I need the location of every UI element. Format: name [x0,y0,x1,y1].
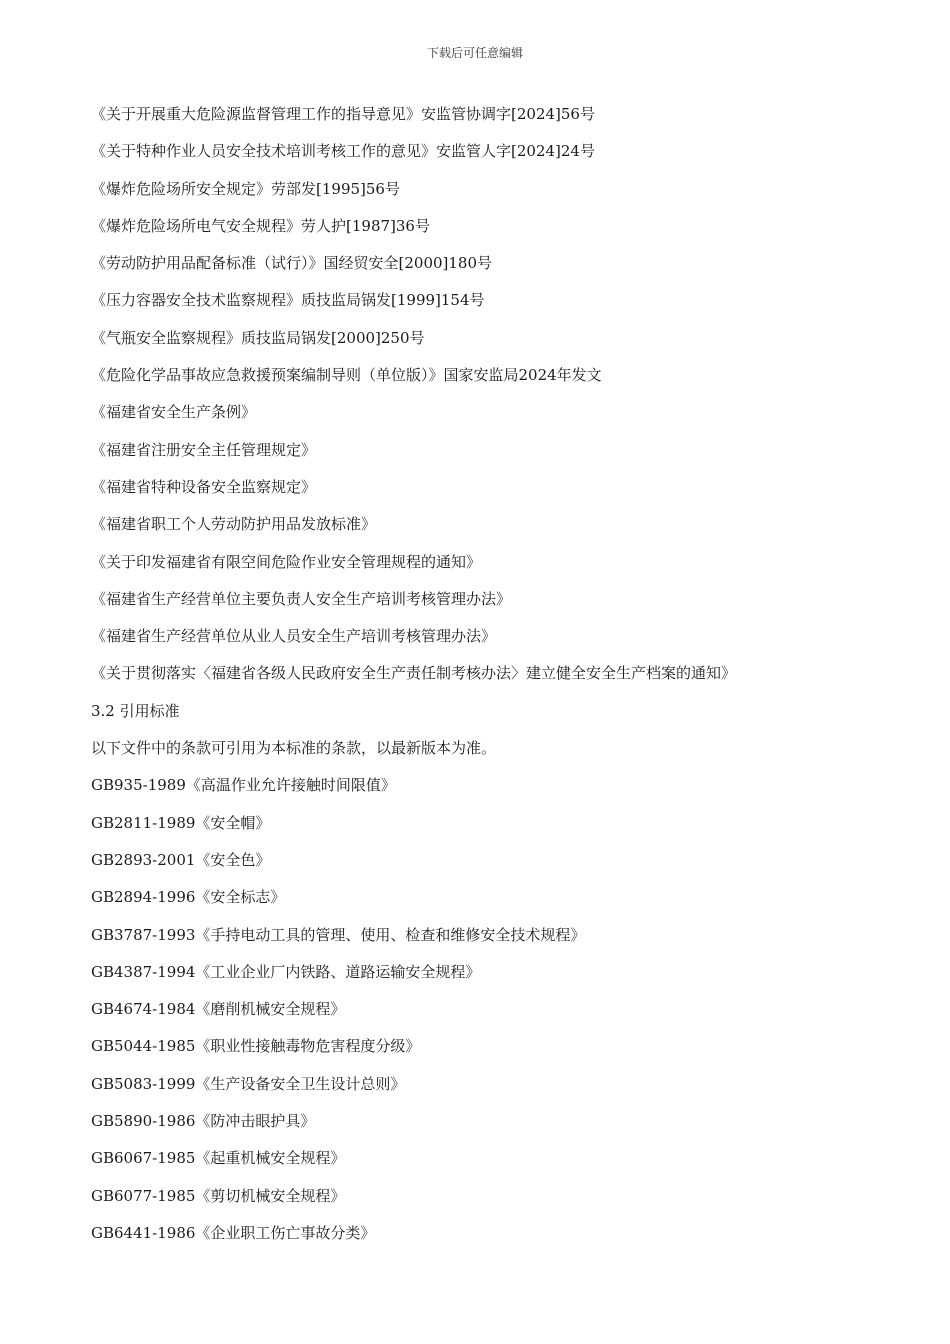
regulation-line: 《气瓶安全监察规程》质技监局锅发[2000]250号 [91,328,425,347]
page-header: 下载后可任意编辑 [426,46,523,60]
regulation-line: 《关于印发福建省有限空间危险作业安全管理规程的通知》 [91,552,482,571]
standard-line: GB5083-1999《生产设备安全卫生设计总则》 [91,1074,406,1093]
standard-line: GB2893-2001《安全色》 [91,850,271,869]
regulation-line: 《关于开展重大危险源监督管理工作的指导意见》安监管协调字[2024]56号 [91,105,595,123]
regulation-line: 《压力容器安全技术监察规程》质技监局锅发[1999]154号 [91,291,485,310]
regulation-line: 《劳动防护用品配备标准（试行）》国经贸安全[2000]180号 [91,254,493,273]
standard-line: GB2894-1996《安全标志》 [91,888,286,907]
regulation-line: 《福建省安全生产条例》 [91,403,257,422]
regulation-line: 《福建省生产经营单位从业人员安全生产培训考核管理办法》 [91,627,497,646]
standard-line: GB4674-1984《磨削机械安全规程》 [91,1000,346,1019]
standard-line: GB4387-1994《工业企业厂内铁路、道路运输安全规程》 [91,962,481,981]
standard-line: GB3787-1993《手持电动工具的管理、使用、检查和维修安全技术规程》 [91,925,586,944]
regulation-line: 《危险化学品事故应急救援预案编制导则（单位版）》国家安监局2024年发文 [91,366,602,385]
regulation-line: 《关于特种作业人员安全技术培训考核工作的意见》安监管人字[2024]24号 [91,142,595,161]
section-intro: 以下文件中的条款可引用为本标准的条款，以最新版本为准。 [91,739,497,758]
standard-line: GB5044-1985《职业性接触毒物危害程度分级》 [91,1037,421,1056]
standard-line: GB6441-1986《企业职工伤亡事故分类》 [91,1223,376,1242]
regulation-line: 《福建省特种设备安全监察规定》 [91,477,317,496]
standard-line: GB935-1989《高温作业允许接触时间限值》 [91,776,396,795]
regulation-line: 《福建省职工个人劳动防护用品发放标准》 [91,515,377,534]
standard-line: GB6077-1985《剪切机械安全规程》 [91,1186,346,1205]
document-body [91,96,891,1252]
regulation-line: 《福建省生产经营单位主要负责人安全生产培训考核管理办法》 [91,589,512,608]
standard-line: GB6067-1985《起重机械安全规程》 [91,1149,346,1168]
regulation-line: 《关于贯彻落实〈福建省各级人民政府安全生产责任制考核办法〉建立健全安全生产档案的通知》 [91,664,737,683]
regulation-line: 《爆炸危险场所安全规定》劳部发[1995]56号 [91,179,400,198]
standard-line: GB2811-1989《安全帽》 [91,813,271,832]
section-heading: 3.2 引用标准 [91,701,180,720]
standard-line: GB5890-1986《防冲击眼护具》 [91,1112,316,1131]
regulation-line: 《福建省注册安全主任管理规定》 [91,440,317,459]
regulation-line: 《爆炸危险场所电气安全规程》劳人护[1987]36号 [91,216,430,235]
